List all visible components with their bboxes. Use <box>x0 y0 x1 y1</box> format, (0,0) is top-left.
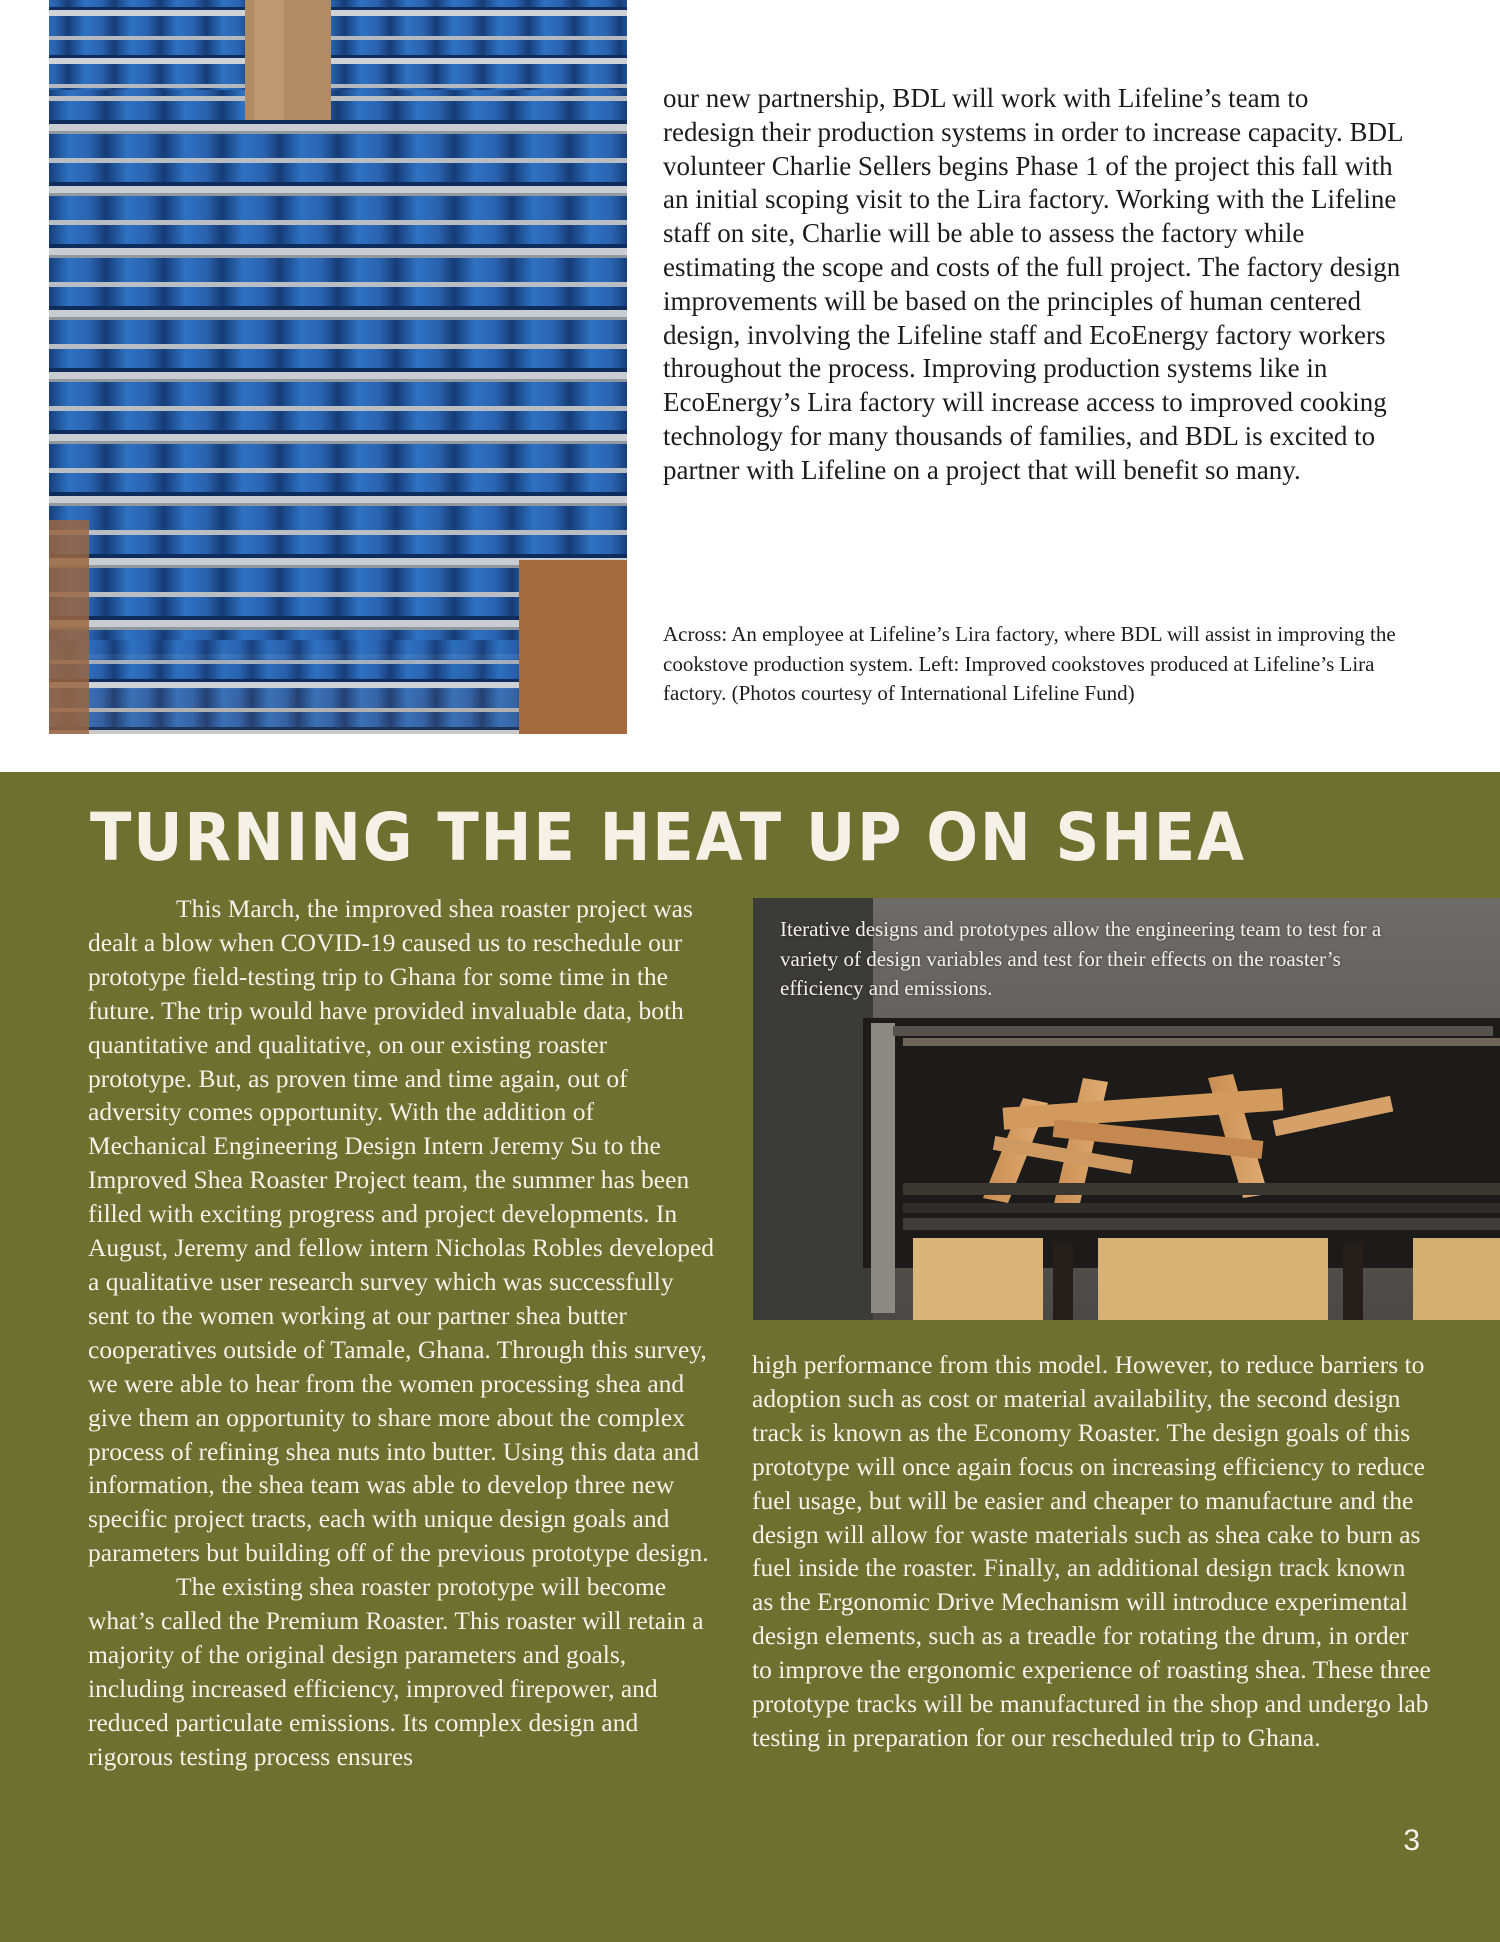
shea-right-column: high performance from this model. However, to reduce barriers to adoption such as cost or material availability, the second design track is known as the Economy Roaster. The design goals of this prototype will once again focus on increasing efficiency to reduce fuel usage, but will be easier and cheaper to manufacture and the design will allow for waste materials such as shea cake to burn as fuel inside the roaster. Finally, an additional design track known as the Ergonomic Drive Mechanism will introduce experimental design elements, such as a treadle for rotating the drum, in order to improve the ergonomic experience of roasting shea. These three prototype tracks will be manufactured in the shop and undergo lab testing in preparation for our rescheduled trip to Ghana. <box>752 1350 1431 1752</box>
shea-headline: TURNING THE HEAT UP ON SHEA <box>90 799 1246 876</box>
cookstove-stacks-illustration <box>49 0 627 734</box>
shea-paragraph-2: The existing shea roaster prototype will become what’s called the Premium Roaster. This roaster will retain a majority of the original design parameters and goals, including increased efficiency, improved firepower, and reduced particulate emissions. Its complex design and rigorous testing process ensures <box>88 1572 704 1771</box>
cookstove-stacks-photo <box>49 0 627 734</box>
top-photo-caption: Across: An employee at Lifeline’s Lira factory, where BDL will assist in improving the cookstove production system. Left: Improved cookstoves produced at Lifeline’s Lira factory. (Photos courtesy of International Lifeline Fund) <box>663 622 1396 705</box>
top-section <box>0 0 1500 772</box>
shea-left-column <box>88 892 716 1774</box>
shea-paragraph-1: This March, the improved shea roaster project was dealt a blow when COVID-19 caused us to reschedule our prototype field-testing trip to Ghana for some time in the future. The trip would have provided invaluable data, both quantitative and qualitative, on our existing roaster prototype. But, as proven time and time again, out of adversity comes opportunity. With the addition of Mechanical Engineering Design Intern Jeremy Su to the Improved Shea Roaster Project team, the summer has been filled with exciting progress and project developments. In August, Jeremy and fellow intern Nicholas Robles developed a qualitative user research survey which was successfully sent to the women working at our partner shea butter cooperatives outside of Tamale, Ghana. Through this survey, we were able to hear from the women processing shea and give them an opportunity to share more about the complex process of refining shea nuts into butter. Using this data and information, the shea team was able to develop three new specific project tracts, each with unique design goals and parameters but building off of the previous prototype design. <box>88 894 715 1568</box>
top-body-text: our new partnership, BDL will work with Lifeline’s team to redesign their production systems in order to increase capacity. BDL volunteer Charlie Sellers begins Phase 1 of the project this fall with an initial scoping visit to the Lira factory. Working with the Lifeline staff on site, Charlie will be able to assess the factory while estimating the scope and costs of the full project. The factory design improvements will be based on the principles of human centered design, involving the Lifeline staff and EcoEnergy factory workers throughout the process. Improving production systems like in EcoEnergy’s Lira factory will increase access to improved cooking technology for many thousands of families, and BDL is excited to partner with Lifeline on a project that will benefit so many. <box>663 83 1403 485</box>
roaster-photo-caption: Iterative designs and prototypes allow the engineering team to test for a variety of design variables and test for their effects on the roaster’s efficiency and emissions. <box>780 917 1382 1000</box>
page-number: 3 <box>1403 1824 1420 1857</box>
